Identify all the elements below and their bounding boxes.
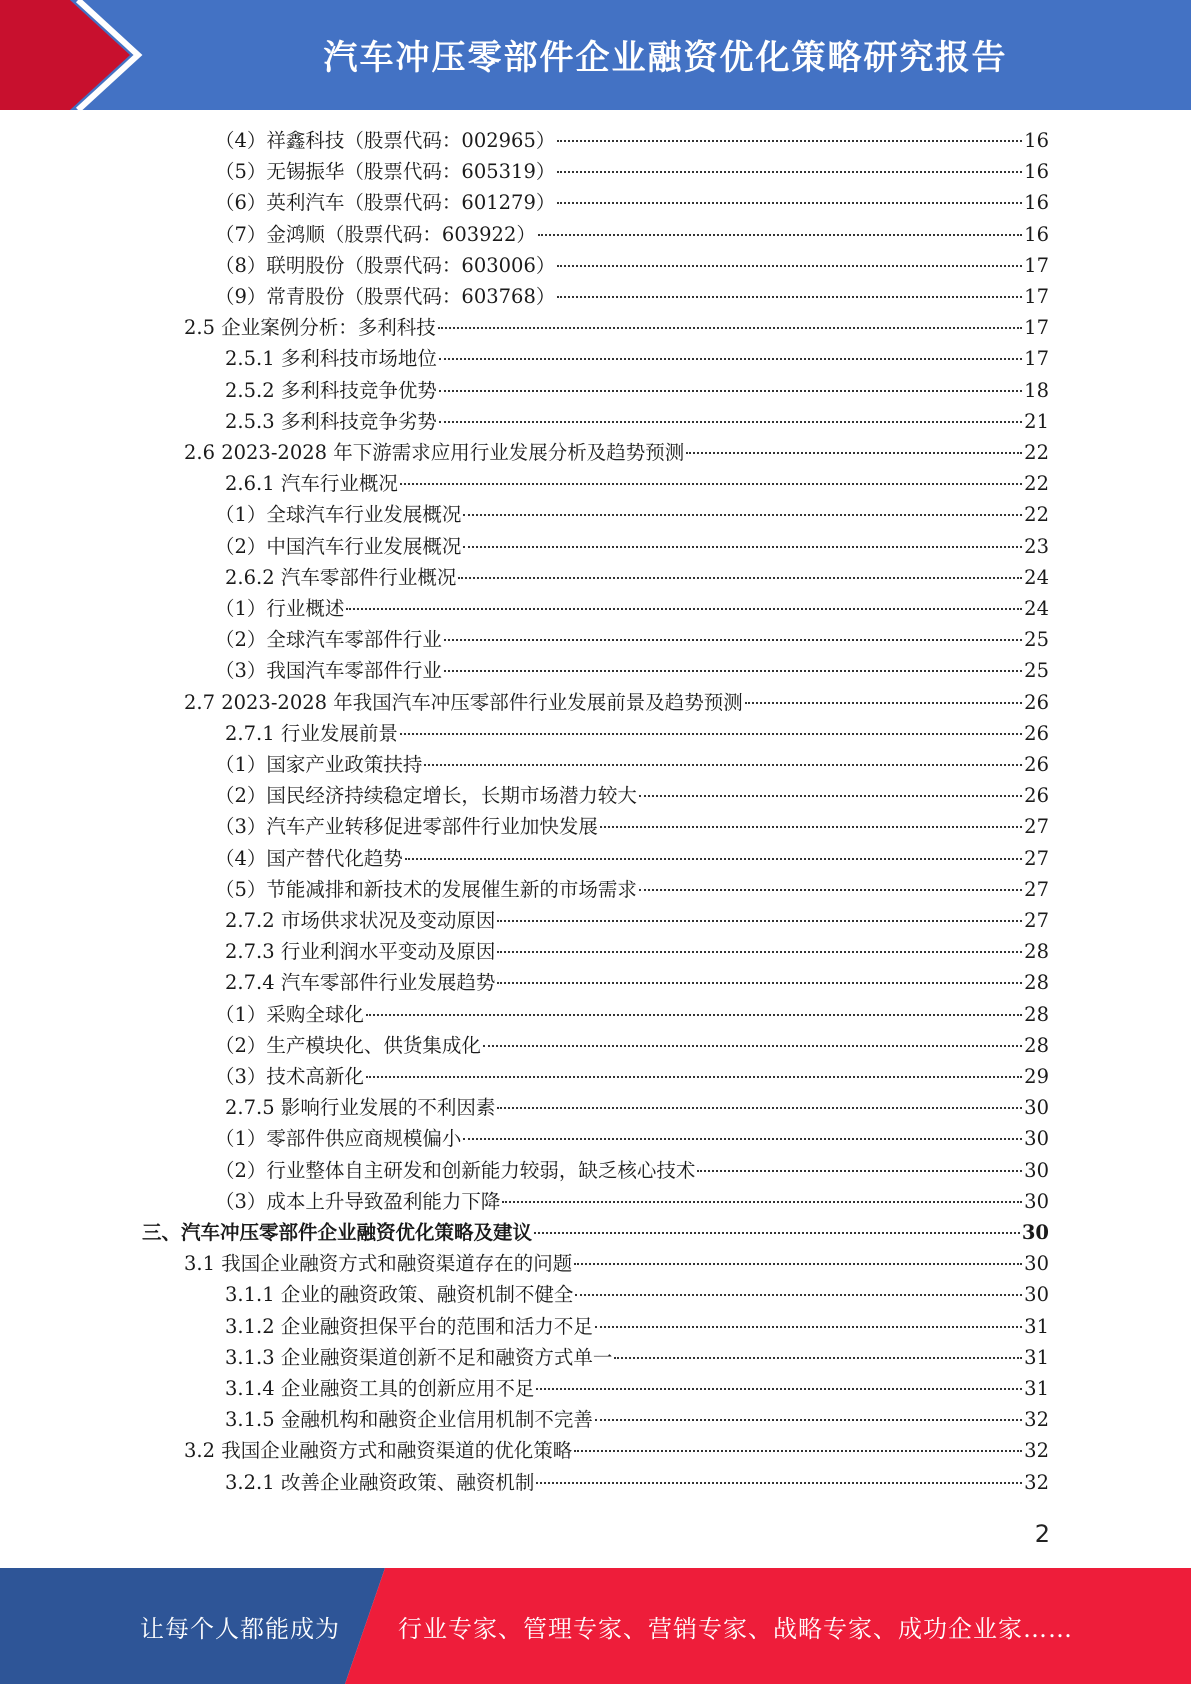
toc-entry[interactable] bbox=[215, 1032, 1049, 1060]
toc-entry-title: （2）行业整体自主研发和创新能力较弱，缺乏核心技术 bbox=[215, 1158, 696, 1182]
toc-entry-page: 26 bbox=[1024, 784, 1049, 808]
toc-entry-page: 22 bbox=[1024, 472, 1049, 496]
toc-entry-title: （3）成本上升导致盈利能力下降 bbox=[215, 1189, 501, 1213]
toc-entry-title: 2.7 2023-2028 年我国汽车冲压零部件行业发展前景及趋势预测 bbox=[184, 690, 743, 714]
toc-entry[interactable] bbox=[225, 564, 1049, 592]
toc-leader-dots bbox=[536, 1482, 1022, 1484]
toc-entry-title: （2）中国汽车行业发展概况 bbox=[215, 534, 462, 558]
toc-entry-page: 30 bbox=[1024, 1252, 1049, 1276]
toc-entry-page: 24 bbox=[1024, 565, 1049, 589]
footer-slogan-right: 行业专家、管理专家、营销专家、战略专家、成功企业家…… bbox=[398, 1614, 1073, 1643]
toc-entry-title: （6）英利汽车（股票代码：601279） bbox=[215, 191, 556, 215]
toc-entry-page: 27 bbox=[1024, 877, 1049, 901]
toc-entry-title: 2.5.2 多利科技竞争优势 bbox=[225, 378, 437, 402]
toc-leader-dots bbox=[424, 764, 1022, 766]
toc-entry-page: 27 bbox=[1024, 846, 1049, 870]
page-number: 2 bbox=[1034, 1520, 1050, 1548]
toc-entry-page: 26 bbox=[1024, 690, 1049, 714]
toc-entry-title: （8）联明股份（股票代码：603006） bbox=[215, 253, 556, 277]
toc-entry-title: （5）节能减排和新技术的发展催生新的市场需求 bbox=[215, 877, 637, 901]
toc-entry-page: 17 bbox=[1024, 285, 1049, 308]
toc-entry[interactable] bbox=[215, 657, 1049, 685]
toc-leader-dots bbox=[575, 1294, 1022, 1296]
toc-entry[interactable] bbox=[184, 689, 1049, 717]
toc-entry[interactable] bbox=[225, 1375, 1049, 1403]
toc-leader-dots bbox=[595, 1326, 1022, 1328]
toc-leader-dots bbox=[366, 1014, 1022, 1016]
toc-leader-dots bbox=[574, 1263, 1022, 1265]
toc-leader-dots bbox=[697, 1170, 1022, 1172]
toc-leader-dots bbox=[639, 889, 1022, 891]
toc-entry[interactable] bbox=[215, 533, 1049, 561]
toc-entry-page: 16 bbox=[1024, 222, 1049, 246]
toc-entry[interactable] bbox=[215, 626, 1049, 654]
toc-leader-dots bbox=[400, 483, 1022, 485]
toc-entry[interactable] bbox=[215, 252, 1049, 280]
toc-leader-dots bbox=[458, 577, 1022, 579]
toc-leader-dots bbox=[639, 795, 1022, 797]
toc-entry-title: （1）零部件供应商规模偏小 bbox=[215, 1127, 462, 1151]
toc-entry-title: （1）采购全球化 bbox=[215, 1002, 364, 1026]
toc-entry[interactable] bbox=[215, 876, 1049, 904]
toc-leader-dots bbox=[502, 1201, 1022, 1203]
toc-leader-dots bbox=[346, 608, 1022, 610]
toc-entry-page: 28 bbox=[1024, 1002, 1049, 1026]
toc-entry-title: （1）国家产业政策扶持 bbox=[215, 753, 423, 776]
toc-entry[interactable] bbox=[215, 813, 1049, 841]
toc-entry-page: 32 bbox=[1024, 1408, 1049, 1432]
toc-entry-title: 2.7.5 影响行业发展的不利因素 bbox=[225, 1096, 496, 1120]
toc-entry[interactable] bbox=[215, 127, 1049, 155]
toc-leader-dots bbox=[438, 327, 1022, 329]
toc-entry-title: （1）行业概述 bbox=[215, 597, 345, 620]
toc-entry-page: 17 bbox=[1024, 347, 1049, 371]
toc-entry[interactable] bbox=[184, 439, 1049, 467]
toc-leader-dots bbox=[497, 982, 1022, 984]
toc-entry[interactable] bbox=[215, 221, 1049, 249]
toc-entry-title: （7）金鸿顺（股票代码：603922） bbox=[215, 222, 536, 246]
toc-entry-page: 28 bbox=[1024, 940, 1049, 964]
toc-entry-title: 3.1.4 企业融资工具的创新应用不足 bbox=[225, 1377, 535, 1400]
toc-entry-title: （3）汽车产业转移促进零部件行业加快发展 bbox=[215, 815, 598, 839]
toc-leader-dots bbox=[538, 234, 1022, 236]
toc-entry-page: 31 bbox=[1024, 1377, 1049, 1400]
toc-entry[interactable] bbox=[225, 408, 1049, 436]
toc-entry[interactable] bbox=[225, 1469, 1049, 1497]
toc-entry-title: 2.5.3 多利科技竞争劣势 bbox=[225, 409, 437, 433]
header-arrow-icon bbox=[0, 0, 160, 110]
toc-entry-page: 17 bbox=[1024, 253, 1049, 277]
toc-leader-dots bbox=[444, 639, 1022, 641]
toc-entry-title: 3.1.2 企业融资担保平台的范围和活力不足 bbox=[225, 1314, 593, 1338]
report-header bbox=[0, 0, 1191, 110]
toc-entry[interactable] bbox=[215, 845, 1049, 873]
toc-entry-page: 30 bbox=[1024, 1189, 1049, 1213]
toc-leader-dots bbox=[574, 1450, 1022, 1452]
toc-entry[interactable] bbox=[215, 189, 1049, 217]
toc-entry-title: 2.5.1 多利科技市场地位 bbox=[225, 347, 437, 371]
footer-banner bbox=[0, 1568, 1191, 1684]
toc-entry-page: 23 bbox=[1024, 534, 1049, 558]
toc-leader-dots bbox=[400, 733, 1022, 735]
toc-entry[interactable] bbox=[225, 1094, 1049, 1122]
toc-entry[interactable] bbox=[215, 751, 1049, 779]
toc-entry[interactable] bbox=[215, 1125, 1049, 1153]
toc-entry-title: （4）国产替代化趋势 bbox=[215, 846, 403, 870]
toc-leader-dots bbox=[534, 1232, 1020, 1234]
toc-leader-dots bbox=[557, 202, 1022, 204]
toc-entry-page: 28 bbox=[1024, 1033, 1049, 1057]
toc-entry[interactable] bbox=[184, 314, 1049, 342]
toc-leader-dots bbox=[366, 1076, 1022, 1078]
toc-entry-title: 2.6.2 汽车零部件行业概况 bbox=[225, 565, 457, 589]
toc-entry[interactable] bbox=[215, 782, 1049, 810]
toc-entry-page: 32 bbox=[1024, 1439, 1049, 1463]
toc-entry-title: （4）祥鑫科技（股票代码：002965） bbox=[215, 129, 556, 152]
toc-leader-dots bbox=[557, 140, 1022, 142]
toc-leader-dots bbox=[463, 1138, 1022, 1140]
toc-entry-title: 2.7.1 行业发展前景 bbox=[225, 721, 398, 745]
toc-entry-page: 32 bbox=[1024, 1470, 1049, 1494]
toc-entry[interactable] bbox=[142, 1219, 1049, 1247]
toc-entry-page: 31 bbox=[1024, 1314, 1049, 1338]
toc-entry[interactable] bbox=[225, 1344, 1049, 1372]
toc-entry-title: （1）全球汽车行业发展概况 bbox=[215, 503, 462, 527]
toc-leader-dots bbox=[439, 390, 1022, 392]
toc-leader-dots bbox=[439, 358, 1022, 360]
toc-entry-page: 25 bbox=[1024, 659, 1049, 683]
toc-entry-page: 16 bbox=[1024, 129, 1049, 152]
toc-entry[interactable] bbox=[225, 345, 1049, 373]
toc-entry-page: 22 bbox=[1024, 503, 1049, 527]
toc-entry[interactable] bbox=[225, 470, 1049, 498]
toc-entry-title: 三、汽车冲压零部件企业融资优化策略及建议 bbox=[142, 1221, 533, 1244]
toc-entry-title: 3.2 我国企业融资方式和融资渠道的优化策略 bbox=[184, 1439, 573, 1463]
toc-leader-dots bbox=[557, 171, 1022, 173]
toc-leader-dots bbox=[745, 702, 1022, 704]
toc-entry-title: （5）无锡振华（股票代码：605319） bbox=[215, 160, 556, 184]
toc-entry[interactable] bbox=[215, 283, 1049, 311]
toc-entry-page: 17 bbox=[1024, 316, 1049, 340]
toc-entry[interactable] bbox=[225, 907, 1049, 935]
toc-entry-page: 28 bbox=[1024, 971, 1049, 995]
toc-entry-page: 31 bbox=[1024, 1345, 1049, 1369]
toc-entry[interactable] bbox=[215, 1157, 1049, 1185]
toc-leader-dots bbox=[557, 265, 1022, 267]
toc-entry-page: 21 bbox=[1024, 409, 1049, 433]
toc-entry-page: 30 bbox=[1021, 1221, 1049, 1244]
toc-entry-page: 27 bbox=[1024, 815, 1049, 839]
toc-leader-dots bbox=[439, 421, 1022, 423]
toc-entry[interactable] bbox=[184, 1437, 1049, 1465]
toc-entry[interactable] bbox=[225, 1406, 1049, 1434]
toc-entry-page: 27 bbox=[1024, 909, 1049, 932]
toc-entry-page: 30 bbox=[1024, 1283, 1049, 1307]
toc-entry-title: （9）常青股份（股票代码：603768） bbox=[215, 285, 556, 308]
toc-entry-page: 29 bbox=[1024, 1065, 1049, 1088]
toc-leader-dots bbox=[444, 670, 1022, 672]
toc-entry[interactable] bbox=[215, 1063, 1049, 1091]
toc-leader-dots bbox=[614, 1357, 1022, 1359]
toc-entry[interactable] bbox=[215, 595, 1049, 623]
toc-leader-dots bbox=[600, 826, 1022, 828]
toc-entry-page: 26 bbox=[1024, 753, 1049, 776]
toc-entry[interactable] bbox=[184, 1250, 1049, 1278]
toc-entry[interactable] bbox=[225, 969, 1049, 997]
toc-entry-page: 30 bbox=[1024, 1096, 1049, 1120]
toc-entry-page: 30 bbox=[1024, 1127, 1049, 1151]
toc-leader-dots bbox=[463, 514, 1022, 516]
toc-entry-title: （2）国民经济持续稳定增长，长期市场潜力较大 bbox=[215, 784, 637, 808]
toc-entry[interactable] bbox=[225, 377, 1049, 405]
toc-entry[interactable] bbox=[225, 1281, 1049, 1309]
toc-entry-title: 2.6.1 汽车行业概况 bbox=[225, 472, 398, 496]
toc-entry-title: （2）全球汽车零部件行业 bbox=[215, 628, 442, 652]
toc-entry-page: 24 bbox=[1024, 597, 1049, 620]
report-title: 汽车冲压零部件企业融资优化策略研究报告 bbox=[323, 37, 1008, 78]
toc-entry-page: 30 bbox=[1024, 1158, 1049, 1182]
toc-leader-dots bbox=[557, 296, 1022, 298]
toc-leader-dots bbox=[405, 858, 1022, 860]
toc-entry-title: 2.7.4 汽车零部件行业发展趋势 bbox=[225, 971, 496, 995]
toc-entry-page: 16 bbox=[1024, 160, 1049, 184]
toc-entry[interactable] bbox=[225, 1313, 1049, 1341]
toc-leader-dots bbox=[595, 1419, 1022, 1421]
toc-leader-dots bbox=[497, 920, 1022, 922]
toc-leader-dots bbox=[536, 1388, 1022, 1390]
toc-entry-title: 3.1.1 企业的融资政策、融资机制不健全 bbox=[225, 1283, 574, 1307]
toc-leader-dots bbox=[497, 951, 1022, 953]
toc-entry[interactable] bbox=[215, 501, 1049, 529]
toc-entry-title: 2.7.3 行业利润水平变动及原因 bbox=[225, 940, 496, 964]
toc-entry-title: 3.1.5 金融机构和融资企业信用机制不完善 bbox=[225, 1408, 593, 1432]
toc-entry[interactable] bbox=[215, 158, 1049, 186]
toc-entry[interactable] bbox=[225, 720, 1049, 748]
toc-entry-page: 18 bbox=[1024, 378, 1049, 402]
toc-leader-dots bbox=[463, 546, 1022, 548]
toc-entry[interactable] bbox=[215, 1001, 1049, 1029]
toc-entry-title: 2.5 企业案例分析：多利科技 bbox=[184, 316, 436, 340]
toc-entry-page: 26 bbox=[1024, 721, 1049, 745]
toc-entry-title: 2.7.2 市场供求状况及变动原因 bbox=[225, 909, 496, 932]
footer-slogan-left: 让每个人都能成为 bbox=[140, 1614, 340, 1643]
toc-entry-title: （3）我国汽车零部件行业 bbox=[215, 659, 442, 683]
toc-leader-dots bbox=[497, 1107, 1022, 1109]
toc-leader-dots bbox=[483, 1045, 1022, 1047]
toc-entry-page: 22 bbox=[1024, 441, 1049, 464]
toc-entry-title: 3.1.3 企业融资渠道创新不足和融资方式单一 bbox=[225, 1345, 613, 1369]
toc-entry-title: 2.6 2023-2028 年下游需求应用行业发展分析及趋势预测 bbox=[184, 441, 685, 464]
toc-entry-title: 3.1 我国企业融资方式和融资渠道存在的问题 bbox=[184, 1252, 573, 1276]
toc-entry-title: （2）生产模块化、供货集成化 bbox=[215, 1033, 481, 1057]
toc-entry-page: 16 bbox=[1024, 191, 1049, 215]
toc-entry-title: （3）技术高新化 bbox=[215, 1065, 364, 1088]
toc-leader-dots bbox=[686, 452, 1022, 454]
toc-entry[interactable] bbox=[225, 938, 1049, 966]
toc-entry[interactable] bbox=[215, 1188, 1049, 1216]
toc-entry-page: 25 bbox=[1024, 628, 1049, 652]
toc-entry-title: 3.2.1 改善企业融资政策、融资机制 bbox=[225, 1470, 535, 1494]
